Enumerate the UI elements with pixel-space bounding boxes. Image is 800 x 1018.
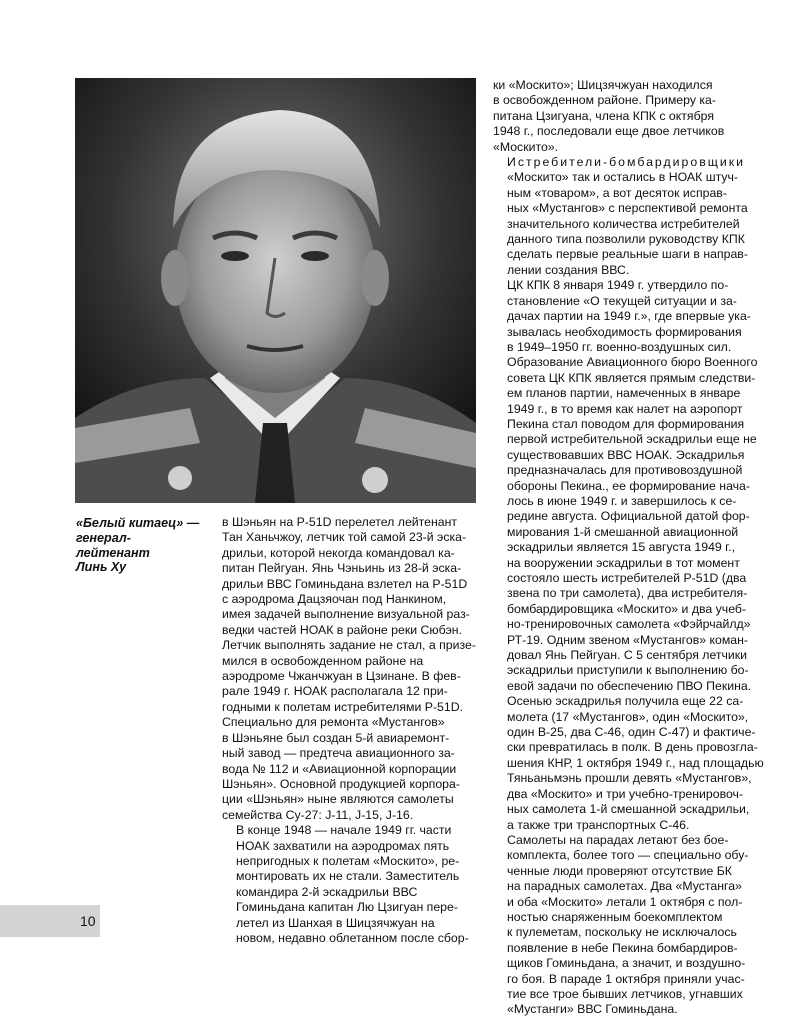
- text-line: монтировать их не стали. Заместитель: [236, 869, 460, 884]
- text-line: сделать первые реальные шаги в направ-: [507, 247, 748, 262]
- text-line: НОАК захватили на аэродромах пять: [236, 838, 450, 853]
- text-line: новом, недавно облетанном после сбор-: [236, 930, 469, 945]
- text-line: шения КНР, 1 октября 1949 г., над площадью: [507, 755, 764, 770]
- text-line: становление «О текущей ситуации и за-: [507, 293, 737, 308]
- text-line: совета ЦК КПК является прямым следстви-: [507, 370, 756, 385]
- text-line: Самолеты на парадах летают без боe-: [507, 832, 729, 847]
- text-line: в Шэньяне был создан 5-й авиаремонт-: [222, 730, 450, 745]
- paragraph: [493, 155, 751, 278]
- text-line: «Москито».: [493, 139, 559, 154]
- text-line: ски превратилась в полк. В день провозгла-: [507, 740, 758, 755]
- text-line: рале 1949 г. НОАК располагала 12 при-: [222, 684, 448, 699]
- paragraph: [222, 823, 479, 946]
- text-line: вода № 112 и «Авиационной корпорации: [222, 761, 457, 776]
- text-line: Осенью эскадрилья получила еще 22 са-: [507, 694, 744, 709]
- text-line: эскадрильи приступили к выполнению бо-: [507, 663, 749, 678]
- text-line: 1948 г., последовали еще двое летчиков: [493, 124, 725, 139]
- paragraph: [493, 78, 751, 155]
- text-line: го боя. В параде 1 октября приняли учас-: [507, 971, 745, 986]
- text-line: годными к полетам истребителями Р-51D.: [222, 699, 464, 714]
- article-column-middle: [222, 515, 479, 946]
- text-line: РТ-19. Одним звеном «Мустангов» коман-: [507, 632, 749, 647]
- text-line: евой задачи по обеспечению ПВО Пекина.: [507, 678, 752, 693]
- text-line: комплекта, более того — специально обу-: [507, 848, 749, 863]
- text-line: существовавших ВВС НОАК. Эскадрилья: [507, 447, 745, 462]
- text-line: В конце 1948 — начале 1949 гг. части: [236, 823, 452, 838]
- text-line: данного типа позволили руководству КПК: [507, 232, 745, 247]
- text-line: значительного количества истребителей: [507, 216, 740, 231]
- text-line: а также три транспортных С-46.: [507, 817, 690, 832]
- caption-line: генерал-: [76, 530, 131, 545]
- text-line: первой истребительной эскадрильи еще не: [507, 432, 757, 447]
- paragraph: [493, 833, 751, 1018]
- text-line: ных «Мустангов» с перспективой ремонта: [507, 201, 748, 216]
- text-line: Истребители-бомбардировщики: [507, 155, 745, 170]
- text-line: в Шэньян на Р-51D перелетел лейтенант: [222, 515, 458, 529]
- text-line: ностью снаряженным боекомплектом: [507, 909, 723, 924]
- text-line: питана Цзигуана, члена КПК с октября: [493, 108, 714, 123]
- text-line: питан Пейгуан. Янь Чэньинь из 28-й эска-: [222, 561, 462, 576]
- text-line: лось в июне 1949 г. и завершилось к се-: [507, 493, 737, 508]
- article-column-right: [493, 78, 764, 1018]
- text-line: «Москито» так и остались в НОАК штуч-: [507, 170, 738, 185]
- text-line: ки «Москито»; Шицзячжуан находился: [493, 78, 713, 92]
- text-line: Тан Ханьчжоу, летчик той самой 23-й эска-: [222, 530, 467, 545]
- text-line: на вооружении эскадрильи в тот момент: [507, 555, 740, 570]
- text-line: командира 2-й эскадрильи ВВС: [236, 884, 418, 899]
- paragraph: [222, 515, 479, 823]
- text-line: дрильи, которой некогда командовал ка-: [222, 545, 455, 560]
- text-line: Тяньаньмэнь прошли девять «Мустангов»,: [507, 771, 752, 786]
- text-line: Шэньян». Основной продукцией корпора-: [222, 776, 460, 791]
- text-line: дрильи ВВС Гоминьдана взлетел на Р-51D: [222, 576, 468, 591]
- caption-line: Линь Ху: [76, 560, 127, 575]
- text-line: тие все трое бывших летчиков, угнавших: [507, 986, 743, 1001]
- portrait-illustration: [75, 78, 476, 503]
- text-line: щиков Гоминьдана, а значит, и воздушно-: [507, 956, 746, 971]
- text-line: довал Янь Пейгуан. С 5 сентября летчики: [507, 648, 748, 663]
- text-line: Летчик выполнять задание не стал, а призе-: [222, 638, 476, 653]
- text-line: в освобожденном районе. Примеру ка-: [493, 93, 716, 108]
- text-line: ный завод — предтеча авиационного за-: [222, 746, 455, 761]
- text-line: мирования 1-й смешанной авиационной: [507, 524, 739, 539]
- text-line: и оба «Москито» летали 1 октября с пол-: [507, 894, 743, 909]
- text-line: Образование Авиационного бюро Военного: [507, 355, 758, 370]
- text-line: ции «Шэньян» ныне являются самолеты: [222, 792, 454, 807]
- text-line: эскадрильи является 15 августа 1949 г.,: [507, 540, 736, 555]
- caption-line: «Белый китаец» —: [76, 516, 200, 530]
- text-line: аэродроме Чжанчжуан в Цзинане. В фев-: [222, 669, 461, 684]
- photo-caption: [76, 516, 216, 575]
- text-line: бомбардировщика «Москито» и два учеб-: [507, 601, 747, 616]
- text-line: ведки частей НОАК в районе реки Сюбэн.: [222, 622, 462, 637]
- text-line: ем планов партии, намеченных в январе: [507, 386, 741, 401]
- text-line: непригодных к полетам «Москито», ре-: [236, 853, 460, 868]
- text-line: «Мустанги» ВВС Гоминьдана.: [507, 1002, 678, 1017]
- text-line: ЦК КПК 8 января 1949 г. утвердило по-: [507, 278, 729, 293]
- text-line: один В-25, два С-46, один С-47) и фактиче-: [507, 725, 756, 740]
- text-line: ным «товаром», а вот десяток исправ-: [507, 185, 727, 200]
- text-line: зывалась необходимость формирования: [507, 324, 742, 339]
- text-line: два «Москито» и три учебно-тренировоч-: [507, 786, 744, 801]
- text-line: на парадных самолетах. Два «Мустанга»: [507, 879, 742, 894]
- text-line: редине августа. Официальной датой фор-: [507, 509, 750, 524]
- text-line: имея задачей выполнение визуальной раз-: [222, 607, 470, 622]
- text-line: в 1949–1950 гг. военно-воздушных сил.: [507, 339, 732, 354]
- text-line: состояло шесть истребителей Р-51D (два: [507, 571, 747, 585]
- text-line: ченные люди проверяют отсутствие БК: [507, 863, 732, 878]
- text-line: Гоминьдана капитан Лю Цзигуан пере-: [236, 900, 458, 915]
- text-line: семейства Су-27: J-11, J-15, J-16.: [222, 807, 414, 822]
- text-line: лении создания ВВС.: [507, 262, 630, 277]
- caption-line: лейтенант: [76, 545, 150, 560]
- text-line: мился в освобожденном районе на: [222, 653, 424, 668]
- portrait-photo: [75, 78, 476, 503]
- text-line: молета (17 «Мустангов», один «Москито»,: [507, 709, 749, 724]
- text-line: появление в небе Пекина бомбардиров-: [507, 940, 738, 955]
- text-line: к пулеметам, поскольку не исключалось: [507, 925, 737, 940]
- text-line: ных самолета 1-й смешанной эскадрильи,: [507, 802, 750, 817]
- text-line: но-тренировочных самолета «Фэйрчайлд»: [507, 617, 751, 632]
- text-line: 1949 г., в то время как налет на аэропорт: [507, 401, 743, 416]
- text-line: предназначалась для противовоздушной: [507, 463, 743, 478]
- text-line: обороны Пекина., ее формирование нача-: [507, 478, 750, 493]
- text-line: летел из Шанхая в Шицзячжуан на: [236, 915, 435, 930]
- text-line: звена по три самолета), два истребителя-: [507, 586, 748, 601]
- text-line: с аэродрома Дацзяочан под Нанкином,: [222, 592, 447, 607]
- paragraph: [493, 278, 764, 833]
- text-line: Специально для ремонта «Мустангов»: [222, 715, 445, 730]
- page-number: 10: [80, 913, 96, 929]
- text-line: дачах партии на 1949 г.», где впервые ука-: [507, 309, 751, 324]
- text-line: Пекина стал поводом для формирования: [507, 416, 745, 431]
